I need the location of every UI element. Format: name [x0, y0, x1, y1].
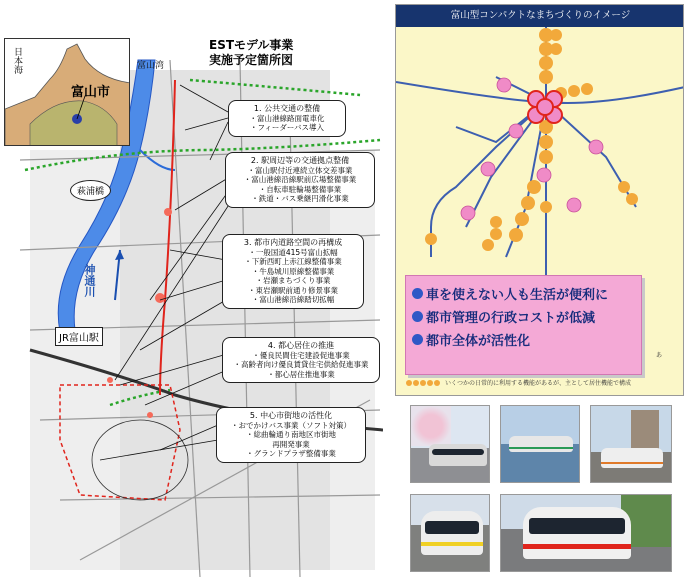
callout-item: ・牛島城川原線整備事業 [251, 266, 335, 276]
callout-public-transit [228, 100, 346, 137]
callout-item: ・東岩瀬駅前通り修景事業 [248, 285, 338, 295]
station-label: JR富山駅 [55, 327, 103, 346]
callout-downtown [216, 407, 366, 463]
callout-item: ・おでかけバス事業（ソフト対策） [231, 420, 351, 430]
bead-icon [406, 380, 441, 386]
callout-item: ・自転車駐輪場整備事業 [258, 184, 342, 194]
legend-text: いくつかの日常的に利用する機能があるが、主として居住機能で構成 [445, 380, 632, 387]
diagram-legend [406, 378, 631, 387]
benefit-text: 都市管理の行政コストが低減 [426, 311, 596, 326]
benefits-box [405, 275, 642, 375]
callout-road-space [222, 234, 364, 309]
bullet-dot-icon [412, 288, 423, 299]
callout-item: ・都心居住推進事業 [267, 369, 335, 379]
tram-photo-5 [500, 494, 672, 572]
tram-photo-2 [500, 405, 580, 483]
benefit-item [412, 307, 635, 326]
callout-item: ・下新西町上赤江線整備事業 [244, 257, 342, 266]
tram-photo-4 [410, 494, 490, 572]
callout-title: 5. 中心市街地の活性化 [249, 411, 333, 420]
diagram-title: 富山型コンパクトなまちづくりのイメージ [396, 5, 684, 27]
tram-photo-1 [410, 405, 490, 483]
map-title-line1: ESTモデル事業 [209, 38, 294, 52]
callout-title: 4. 都心居住の推進 [267, 341, 335, 350]
callout-title: 3. 都市内道路空間の再構成 [243, 238, 343, 247]
small-mark: あ [656, 352, 663, 359]
inset-sea-label: 日本海 [12, 47, 22, 74]
river-label: 神通川 [83, 264, 96, 297]
bullet-dot-icon [412, 311, 423, 322]
map-title [209, 38, 293, 68]
callout-item: ・高齢者向け優良賃貸住宅供給促進事業 [233, 360, 369, 369]
callout-item: ・富山港線沿線駅前広場整備事業 [243, 175, 357, 184]
compact-city-diagram [395, 4, 684, 396]
callout-item: ・岩瀬まちづくり事業 [255, 276, 331, 285]
benefit-text: 車を使えない人も生活が便利に [426, 288, 609, 303]
callout-title: 2. 駅周辺等の交通拠点整備 [250, 156, 350, 165]
benefit-item [412, 330, 635, 349]
map-title-line2: 実施予定箇所図 [209, 53, 294, 67]
callout-item: ・フィーダーバス導入 [249, 123, 325, 132]
benefit-text: 都市全体が活性化 [426, 334, 531, 349]
callout-item: ・総曲輪通り南地区市街地 [246, 430, 336, 439]
callout-item: ・鉄道・バス乗継円滑化事業 [251, 194, 349, 203]
benefit-item [412, 284, 635, 303]
callout-item: ・富山港線路面電車化 [249, 113, 325, 123]
callout-item: ・一般国道415号富山拡幅 [248, 247, 338, 257]
inset-city-label: 富山市 [71, 85, 111, 100]
location-inset-map [4, 38, 130, 146]
callout-station-hub [225, 152, 375, 208]
callout-item: ・富山駅付近連続立体交差事業 [247, 165, 353, 175]
callout-item: ・優良民間住宅建設促進事業 [252, 350, 350, 360]
callout-urban-living [222, 337, 380, 383]
callout-item: 再開発事業 [272, 439, 310, 449]
callout-item: ・富山港線沿線踏切拡幅 [251, 295, 335, 304]
callout-title: 1. 公共交通の整備 [253, 104, 321, 113]
tram-photo-3 [590, 405, 672, 483]
callout-item: ・グランドプラザ整備事業 [246, 449, 336, 458]
bridge-label: 萩浦橋 [70, 180, 111, 201]
bay-label: 富山湾 [137, 61, 165, 71]
bullet-dot-icon [412, 334, 423, 345]
